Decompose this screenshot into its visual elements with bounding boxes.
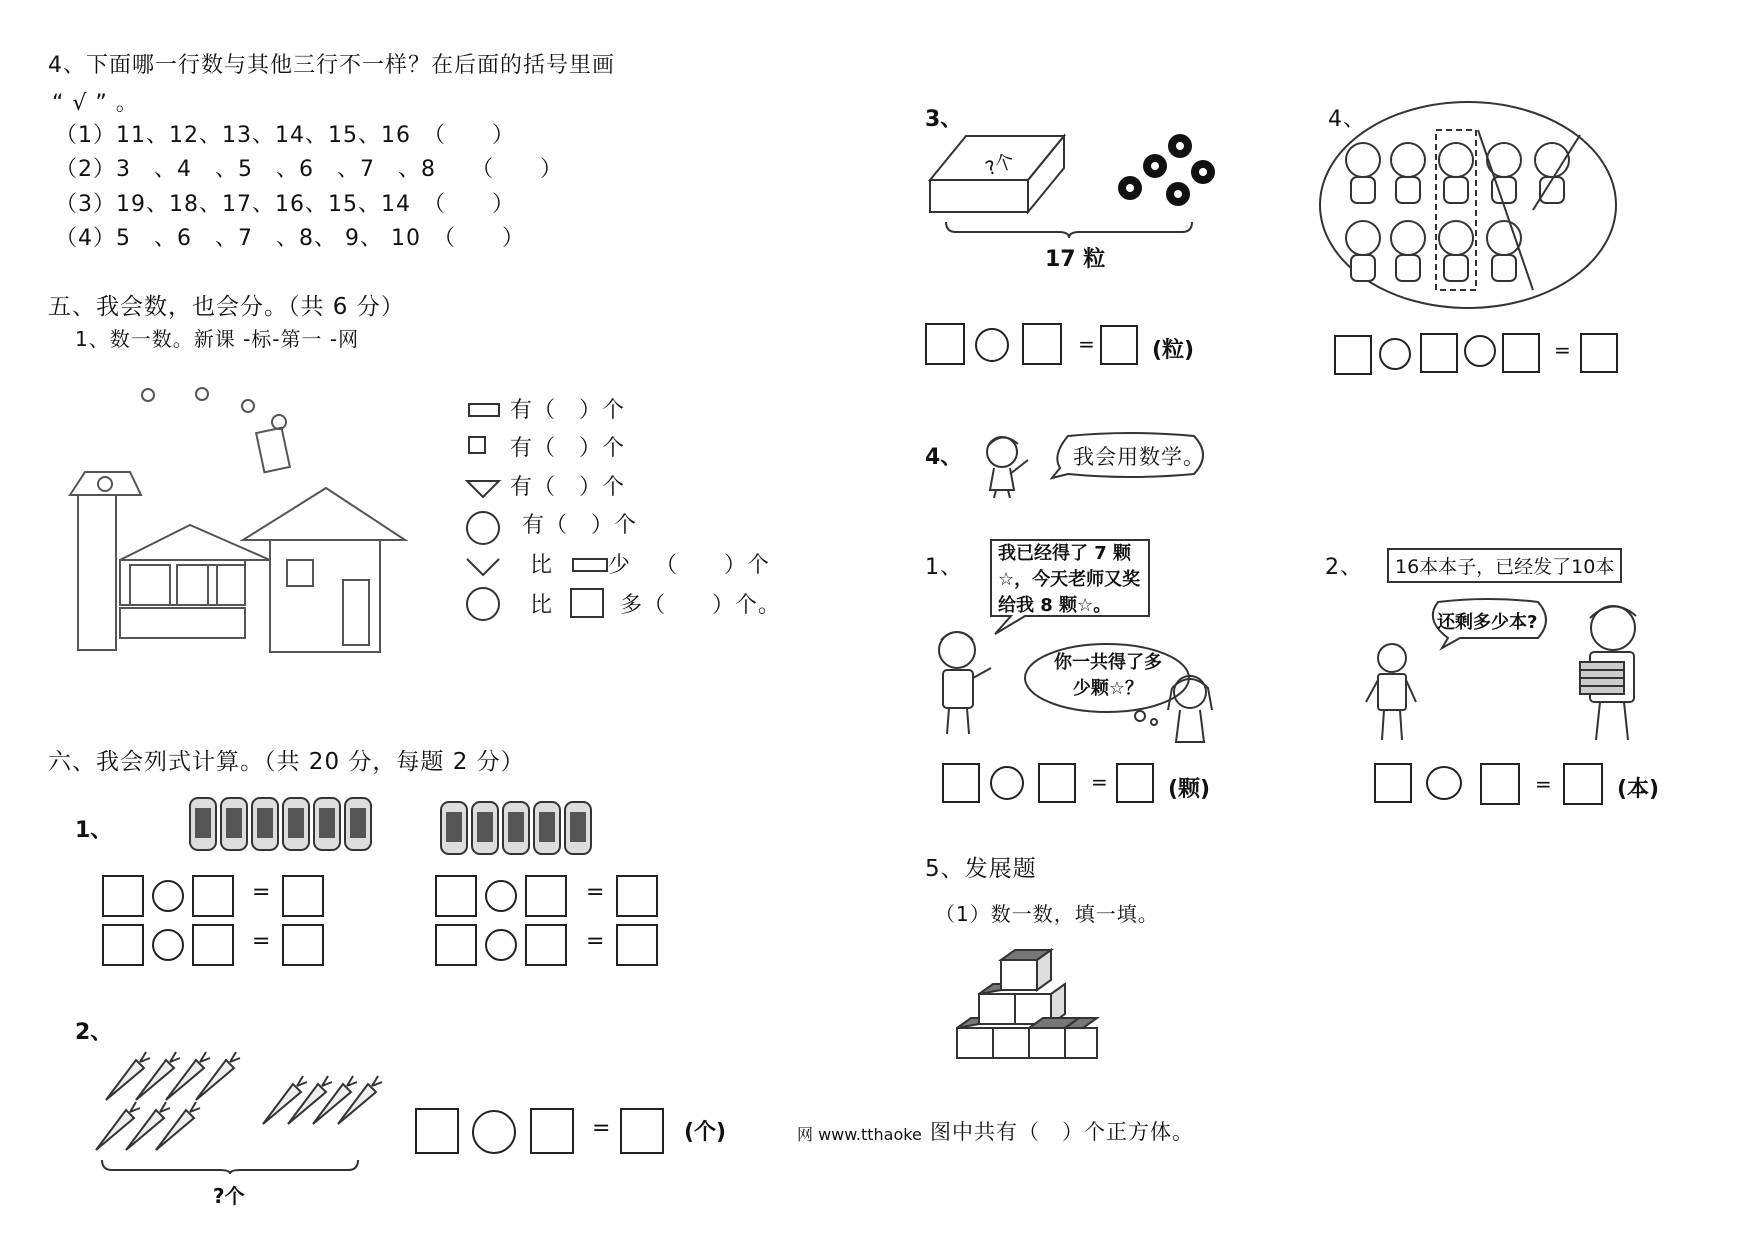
carrot-group-7	[86, 1040, 256, 1160]
q4-check-mark: “ √ ” 。	[52, 91, 139, 116]
answer-box[interactable]	[102, 924, 144, 966]
p3-label: 3、	[925, 107, 963, 132]
operator-circle[interactable]	[152, 929, 184, 961]
boy-icon	[925, 628, 995, 738]
q4-row-1: （1）11、12、13、14、15、16 （ ）	[55, 123, 515, 148]
c1-label: 1、	[925, 555, 963, 580]
c2-label: 2、	[1325, 555, 1363, 580]
count-rectangle-text: 有（ ）个	[510, 398, 626, 423]
girl-icon	[968, 430, 1038, 500]
p4-label: 4、	[1328, 107, 1366, 132]
answer-box[interactable]	[616, 924, 658, 966]
watermark: 网 www.tthaoke	[797, 1125, 922, 1144]
operator-circle[interactable]	[990, 766, 1024, 800]
answer-box[interactable]	[1420, 333, 1458, 373]
rectangle-icon	[572, 558, 608, 572]
operator-circle[interactable]	[485, 929, 517, 961]
c2-sign-text: 16本本子，已经发了10本	[1387, 548, 1622, 583]
section6-title: 六、我会列式计算。（共 20 分，每题 2 分）	[48, 749, 525, 775]
answer-box[interactable]	[530, 1108, 574, 1154]
answer-box[interactable]	[435, 875, 477, 917]
s6-p2-brace-label: ?个	[213, 1184, 245, 1208]
answer-box[interactable]	[1374, 763, 1412, 803]
operator-circle[interactable]	[1379, 338, 1411, 370]
square-icon	[468, 436, 486, 454]
answer-box[interactable]	[102, 875, 144, 917]
brace	[100, 1158, 360, 1174]
bottle-group-5	[437, 796, 597, 856]
p3-unit: (粒)	[1152, 338, 1195, 363]
s6-problem1-label: 1、	[75, 818, 113, 843]
p3-brace-label: 17 粒	[1045, 247, 1106, 272]
answer-box[interactable]	[192, 924, 234, 966]
sec4-bubble-text: 我会用数学。	[1073, 445, 1205, 469]
answer-box[interactable]	[942, 763, 980, 803]
carrot-group-4	[258, 1060, 378, 1130]
cube-stack	[955, 948, 1101, 1078]
count-square-text: 有（ ）个	[510, 436, 626, 461]
q4-row-4: （4）5 、6 、7 、8、 9、 10 （ ）	[55, 226, 525, 251]
q4-row-3: （3）19、18、17、16、15、14 （ ）	[55, 192, 515, 217]
section5-title: 五、我会数，也会分。（共 6 分）	[48, 294, 405, 320]
sec4-label: 4、	[925, 445, 963, 470]
operator-circle[interactable]	[1464, 335, 1496, 367]
answer-box[interactable]	[525, 875, 567, 917]
operator-circle[interactable]	[472, 1110, 516, 1154]
square-icon	[570, 588, 604, 618]
answer-box[interactable]	[1334, 335, 1372, 375]
s6-p2-unit: (个)	[684, 1120, 727, 1145]
girl-icon	[1160, 670, 1220, 750]
c1-bubble2-text: 你一共得了多少颗☆？	[1054, 652, 1162, 699]
circle-icon	[465, 586, 501, 622]
operator-circle[interactable]	[485, 880, 517, 912]
operator-circle[interactable]	[152, 880, 184, 912]
answer-box[interactable]	[1580, 333, 1618, 373]
house-drawing	[60, 380, 420, 660]
answer-box[interactable]	[1502, 333, 1540, 373]
c2-unit: (本)	[1617, 777, 1660, 802]
answer-box[interactable]	[620, 1108, 664, 1154]
answer-box[interactable]	[435, 924, 477, 966]
dots-group	[1110, 132, 1220, 212]
dev-sub: （1）数一数，填一填。	[935, 902, 1159, 926]
circle-icon	[465, 510, 501, 546]
count-triangle-text: 有（ ）个	[510, 475, 626, 500]
answer-box[interactable]	[282, 924, 324, 966]
section5-sub: 1、数一数。新课 -标-第一 -网	[75, 327, 360, 351]
c1-unit: (颗)	[1168, 777, 1211, 802]
q4-row-2: （2）3 、4 、5 、6 、7 、8 （ ）	[55, 157, 563, 182]
answer-box[interactable]	[192, 875, 234, 917]
answer-box[interactable]	[925, 323, 965, 365]
s6-problem2-label: 2、	[75, 1020, 113, 1045]
answer-box[interactable]	[1100, 325, 1138, 365]
c2-bubble-text: 还剩多少本?	[1437, 612, 1538, 633]
answer-box[interactable]	[1116, 763, 1154, 803]
compare2-word: 比	[530, 593, 554, 618]
compare1-less: 少	[608, 553, 632, 578]
answer-box[interactable]	[415, 1108, 459, 1154]
boy-with-books-icon	[1558, 600, 1658, 745]
answer-box[interactable]	[1563, 763, 1603, 805]
answer-box[interactable]	[1038, 763, 1076, 803]
rectangle-icon	[468, 403, 500, 417]
boy-icon	[1362, 640, 1422, 745]
compare1-blank: （ ）个	[655, 553, 771, 578]
answer-box[interactable]	[1022, 323, 1062, 365]
compare1-word: 比	[530, 553, 554, 578]
operator-circle[interactable]	[975, 328, 1009, 362]
triangle-icon	[466, 558, 500, 576]
answer-box[interactable]	[1480, 763, 1520, 805]
triangle-icon	[466, 480, 500, 498]
c1-bubble1-text: 我已经得了 7 颗☆，今天老师又奖给我 8 颗☆。	[998, 543, 1141, 616]
operator-circle[interactable]	[1426, 766, 1462, 800]
answer-box[interactable]	[282, 875, 324, 917]
dev-question: 图中共有（ ）个正方体。	[930, 1120, 1194, 1144]
compare2-more: 多（ ）个。	[620, 593, 782, 618]
q4-title: 4、下面哪一行数与其他三行不一样？在后面的括号里画	[48, 53, 615, 78]
count-circle-text: 有（ ）个	[522, 513, 638, 538]
dev-title: 5、发展题	[925, 856, 1037, 882]
brace	[944, 220, 1194, 238]
ellipse-animals	[1318, 100, 1618, 310]
answer-box[interactable]	[616, 875, 658, 917]
p3-box-text: ?个	[982, 149, 1018, 181]
answer-box[interactable]	[525, 924, 567, 966]
bottle-group-6	[186, 792, 376, 852]
